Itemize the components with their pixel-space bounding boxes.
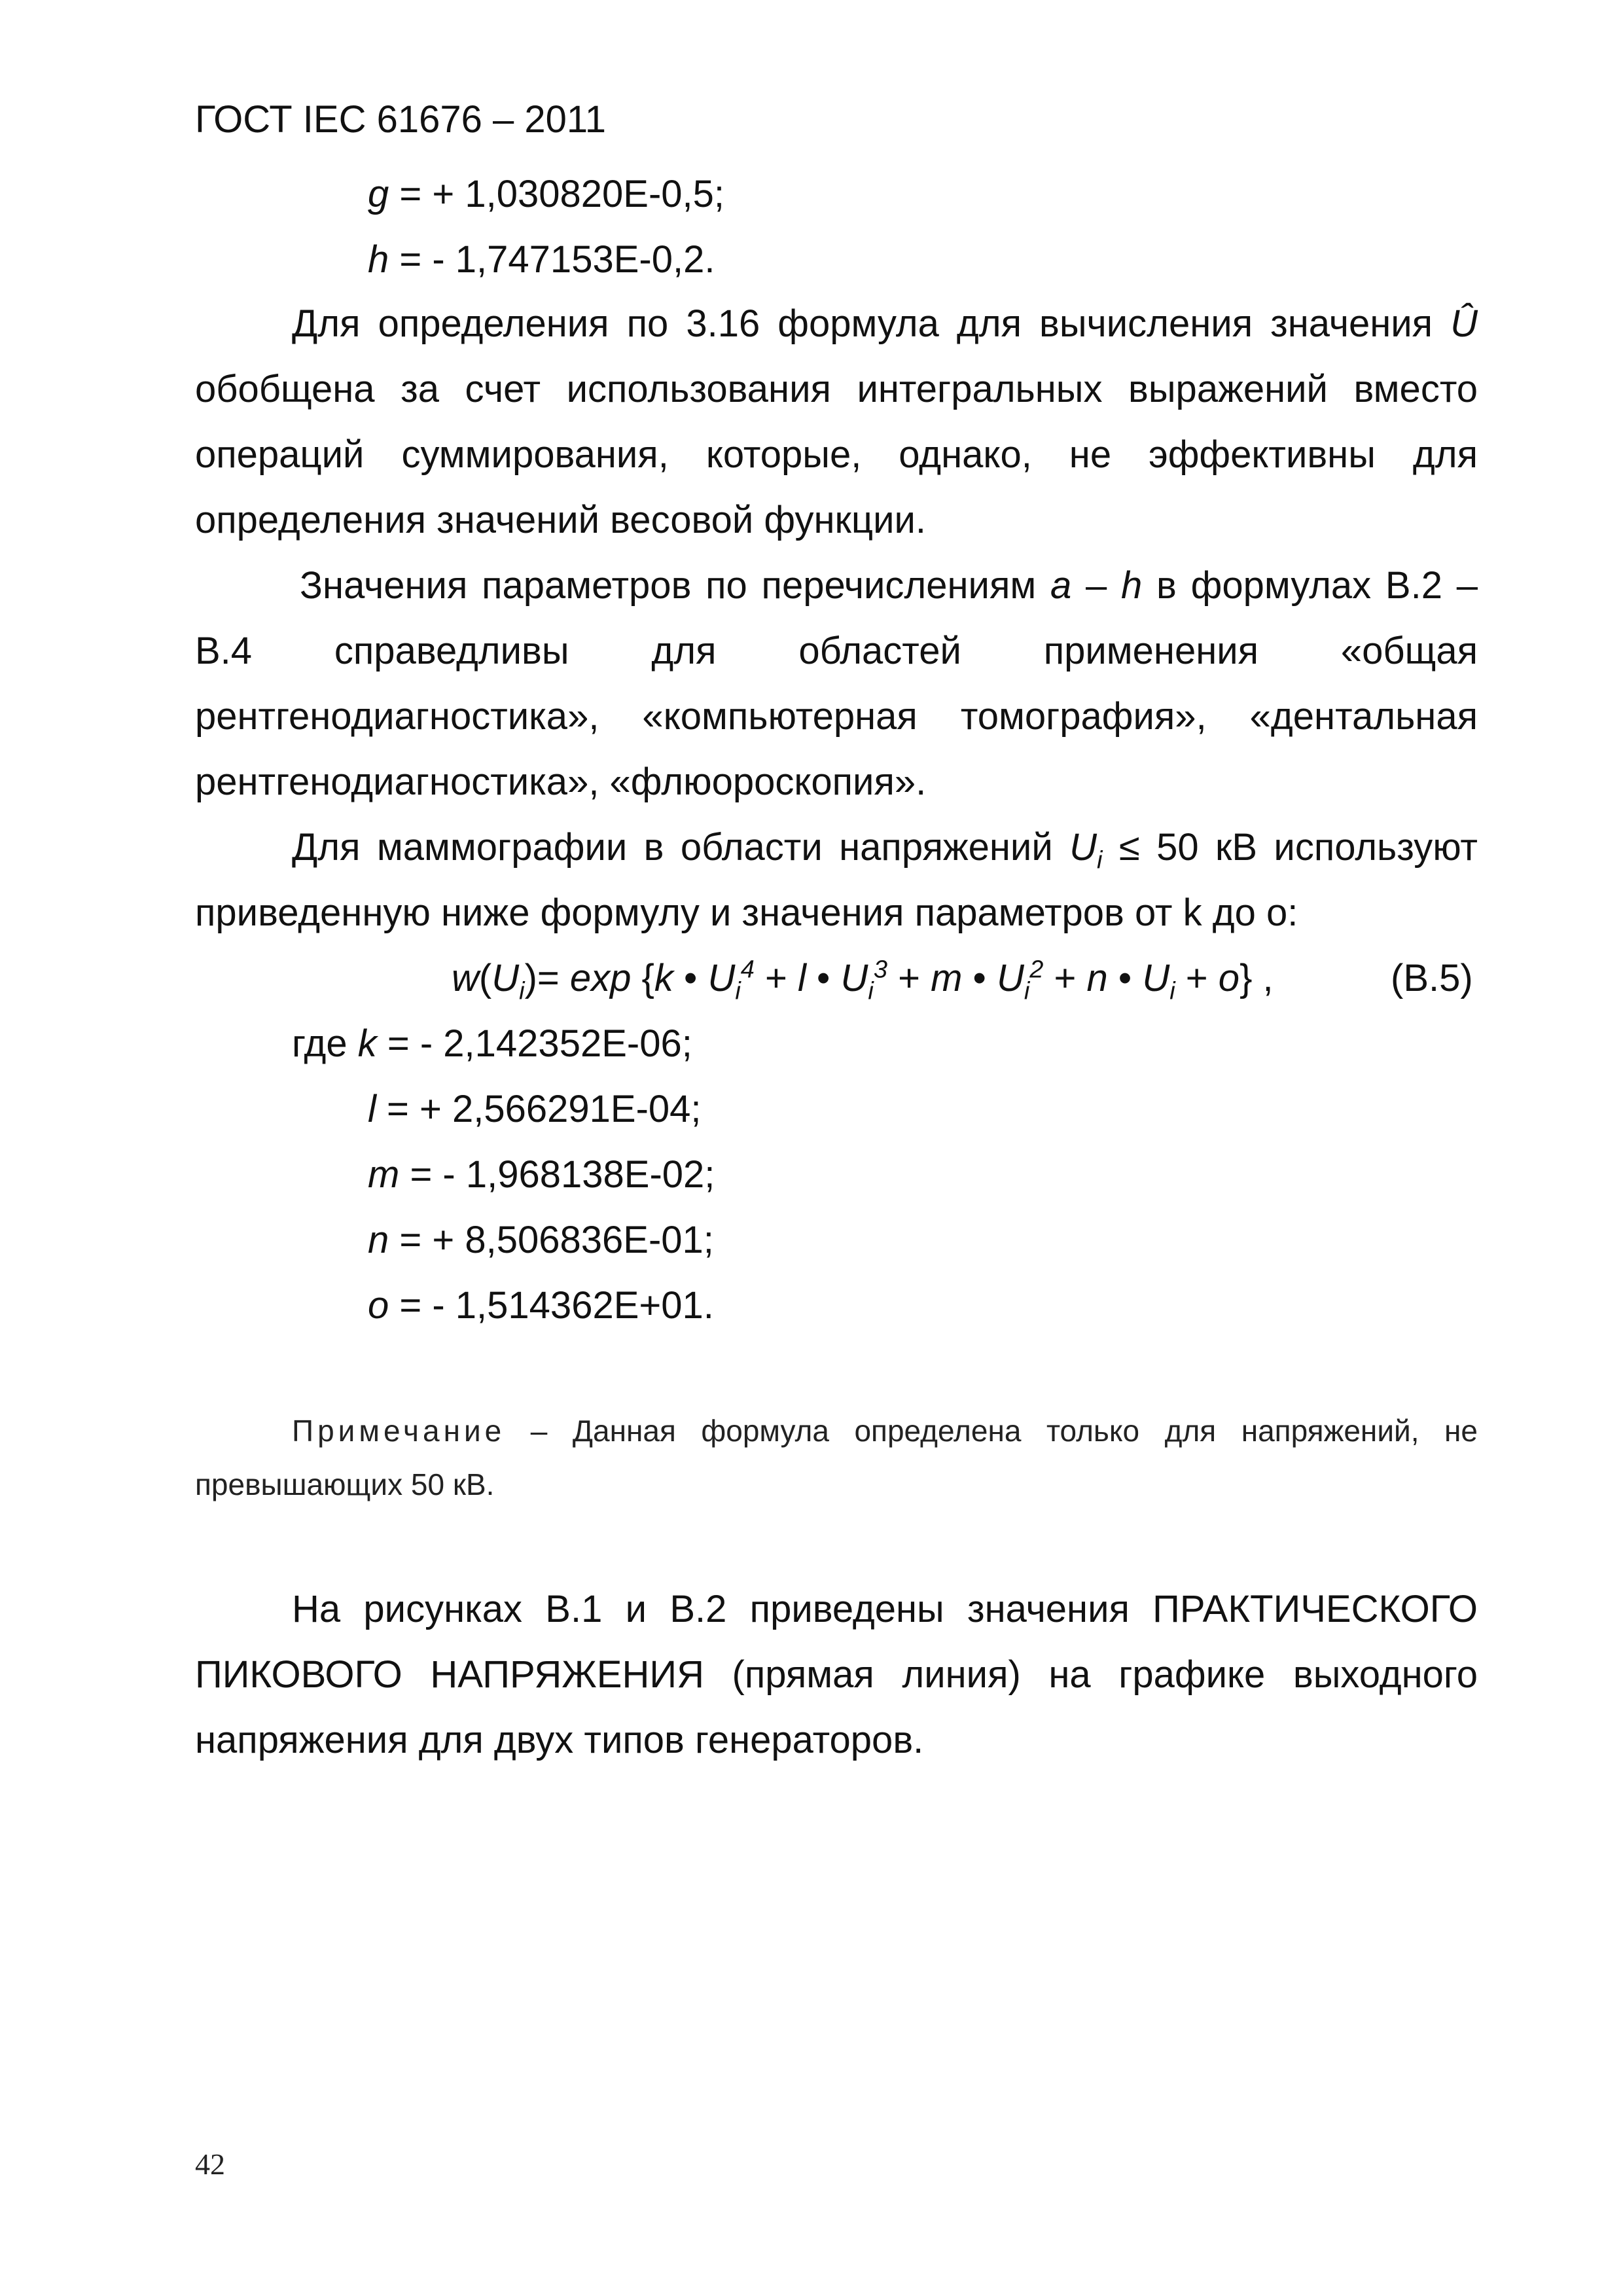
param-o: o = - 1,514362E+01.: [368, 1284, 714, 1327]
param-m: m = - 1,968138E-02;: [368, 1153, 715, 1196]
note-label: Примечание: [292, 1414, 506, 1448]
para3-line2: приведенную ниже формулу и значения параметров от k до o:: [195, 891, 1298, 934]
para3-line1: Для маммографии в области напряжений $U_i \le 50$ кВ используют: [292, 826, 1478, 874]
param-g: g = + 1,030820E-0,5;: [368, 173, 725, 215]
note-line1: Примечание – Данная формула определена только для напряжений, не: [292, 1414, 1478, 1448]
para1-line3: операций суммирования, которые, однако, не эффективны для: [195, 433, 1478, 476]
para2-line1: Значения параметров по перечислениям a – h в формулах В.2 –: [300, 564, 1478, 607]
formula-number: (В.5): [1391, 957, 1473, 999]
para2-line3: рентгенодиагностика», «компьютерная томография», «дентальная: [195, 695, 1478, 738]
para4-line2: ПИКОВОГО НАПРЯЖЕНИЯ (прямая линия) на графике выходного: [195, 1653, 1478, 1696]
para2-line2: В.4 справедливы для областей применения «общая: [195, 630, 1478, 672]
param-k: где k = - 2,142352E-06;: [292, 1022, 692, 1065]
para1-line2: обобщена за счет использования интегральных выражений вместо: [195, 368, 1478, 410]
param-h: h = - 1,747153E-0,2.: [368, 238, 715, 281]
para1-line4: определения значений весовой функции.: [195, 499, 927, 541]
para4-line1: На рисунках В.1 и В.2 приведены значения ПРАКТИЧЕСКОГО: [292, 1588, 1478, 1630]
param-l: l = + 2,566291E-04;: [368, 1088, 702, 1130]
formula-b5: $w(U_i)= \exp \{k$ • $U_i^4 + l$ • $U_i^3 + m$ • $U_i^2 + n$ • $U_i + o$} ,: [452, 956, 1274, 1005]
document-header: ГОСТ IEC 61676 – 2011: [195, 98, 607, 141]
para2-line4: рентгенодиагностика», «флюороскопия».: [195, 761, 927, 803]
para1-line1: Для определения по 3.16 формула для вычисления значения Û: [292, 302, 1478, 345]
note-line2: превышающих 50 кВ.: [195, 1467, 495, 1501]
para4-line3: напряжения для двух типов генераторов.: [195, 1719, 924, 1761]
param-n: n = + 8,506836E-01;: [368, 1219, 714, 1261]
page-number: 42: [195, 2147, 225, 2181]
